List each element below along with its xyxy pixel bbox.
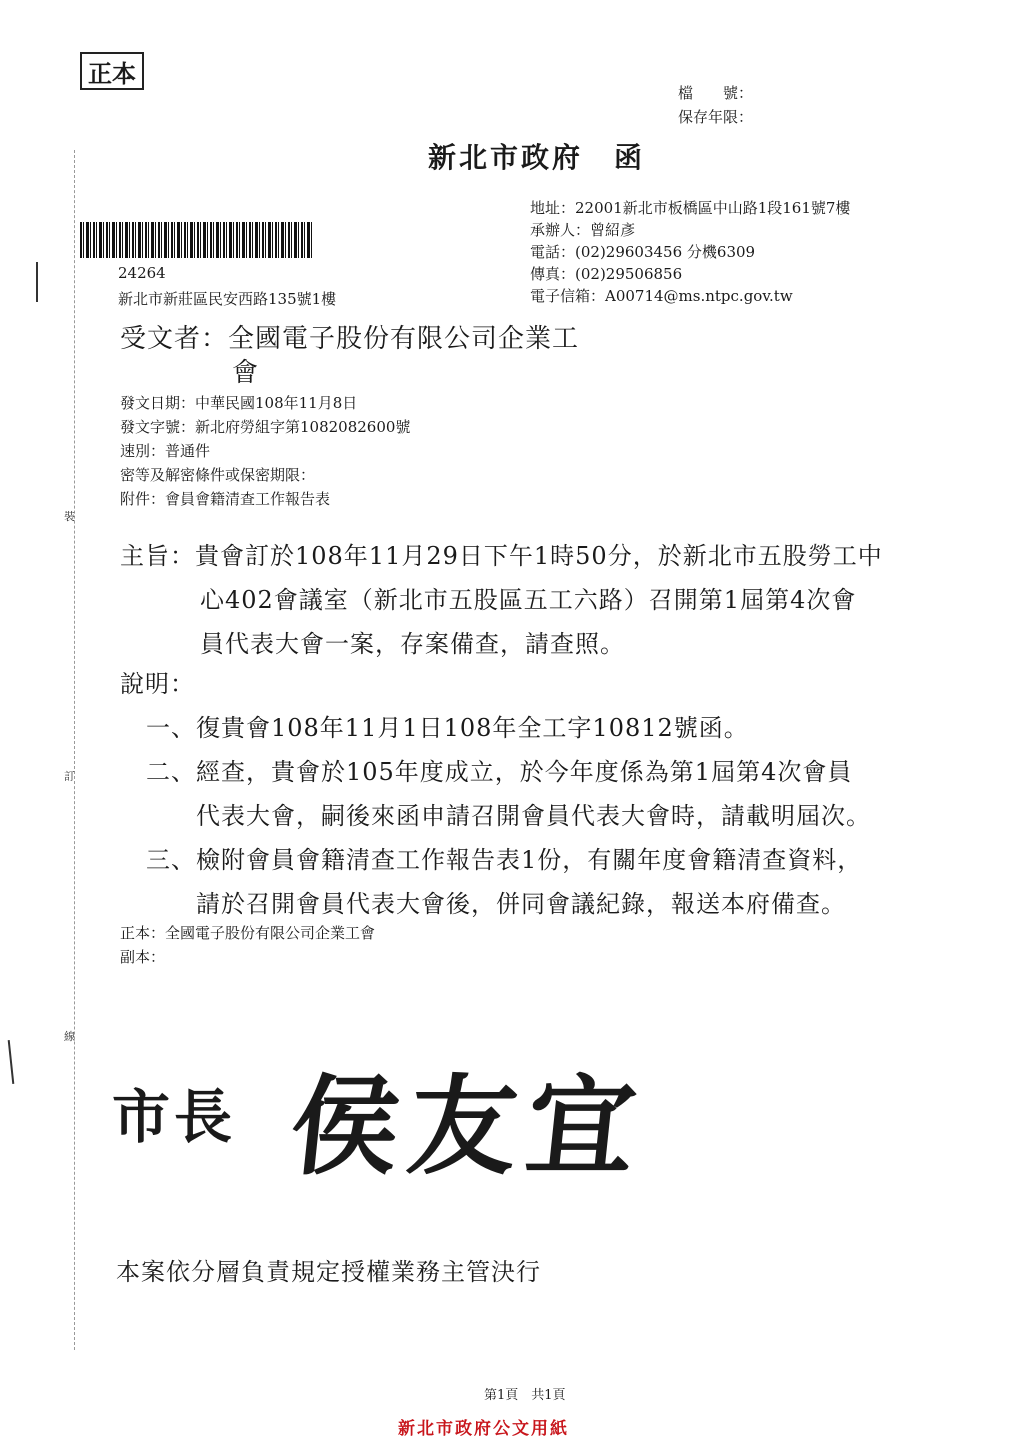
punch-mark-bottom — [8, 1040, 15, 1084]
contact-fax: 傳真：(02)29506856 — [530, 265, 683, 283]
subject-line-1: 主旨：貴會訂於108年11月29日下午1時50分，於新北市五股勞工中 — [120, 542, 883, 570]
contact-email: 電子信箱：A00714@ms.ntpc.gov.tw — [530, 287, 793, 305]
explanation-item-2-line-1: 二、經查，貴會於105年度成立，於今年度係為第1屆第4次會員 — [146, 758, 853, 786]
copy-type-box: 正本 — [80, 52, 144, 90]
binding-mark-ding: 訂 — [64, 770, 75, 783]
binding-mark-xian: 線 — [64, 1030, 75, 1043]
contact-address: 地址：22001新北市板橋區中山路1段161號7樓 — [530, 199, 851, 217]
attachment: 附件：會員會籍清查工作報告表 — [120, 490, 331, 508]
delivery-speed: 速別：普通件 — [120, 442, 211, 460]
postal-code: 24264 — [118, 264, 166, 282]
subject-line-3: 員代表大會一案，存案備查，請查照。 — [200, 630, 625, 658]
binding-margin-line — [74, 150, 75, 1350]
official-paper-footer: 新北市政府公文用紙 — [398, 1419, 569, 1439]
recipient-line-1: 受文者：全國電子股份有限公司企業工 — [120, 324, 580, 354]
explanation-item-1: 一、復貴會108年11月1日108年全工字10812號函。 — [146, 714, 749, 742]
contact-phone: 電話：(02)29603456 分機6309 — [530, 243, 756, 261]
mailing-address: 新北市新莊區民安西路135號1樓 — [118, 290, 337, 308]
file-number-label: 檔 號： — [678, 84, 754, 102]
mayor-signature: 侯友宜 — [284, 1064, 652, 1190]
page-number: 第1頁 共1頁 — [484, 1388, 566, 1403]
distribution-original: 正本：全國電子股份有限公司企業工會 — [120, 924, 376, 942]
authorization-note: 本案依分層負責規定授權業務主管決行 — [116, 1258, 541, 1286]
explanation-item-3-line-2: 請於召開會員代表大會後，併同會議紀錄，報送本府備查。 — [196, 890, 846, 918]
subject-line-2: 心402會議室（新北市五股區五工六路）召開第1屆第4次會 — [200, 586, 857, 614]
secrecy-level: 密等及解密條件或保密期限： — [120, 466, 316, 484]
explanation-item-2-line-2: 代表大會，嗣後來函申請召開會員代表大會時，請載明屆次。 — [196, 802, 871, 830]
issue-date: 發文日期：中華民國108年11月8日 — [120, 394, 358, 412]
document-title: 新北市政府 函 — [428, 141, 646, 174]
distribution-copy: 副本： — [120, 948, 166, 966]
barcode — [80, 222, 312, 258]
binding-mark-zhuang: 裝 — [64, 510, 75, 523]
document-number: 發文字號：新北府勞組字第1082082600號 — [120, 418, 411, 436]
mayor-title-calligraphy: 市長 — [112, 1083, 237, 1151]
contact-handler: 承辦人：曾紹彥 — [530, 221, 636, 239]
punch-mark-top — [36, 262, 38, 302]
explanation-heading: 說明： — [120, 670, 195, 698]
retention-period-label: 保存年限： — [678, 108, 754, 126]
recipient-line-2: 會 — [232, 358, 260, 388]
explanation-item-3-line-1: 三、檢附會員會籍清查工作報告表1份，有關年度會籍清查資料， — [146, 846, 863, 874]
